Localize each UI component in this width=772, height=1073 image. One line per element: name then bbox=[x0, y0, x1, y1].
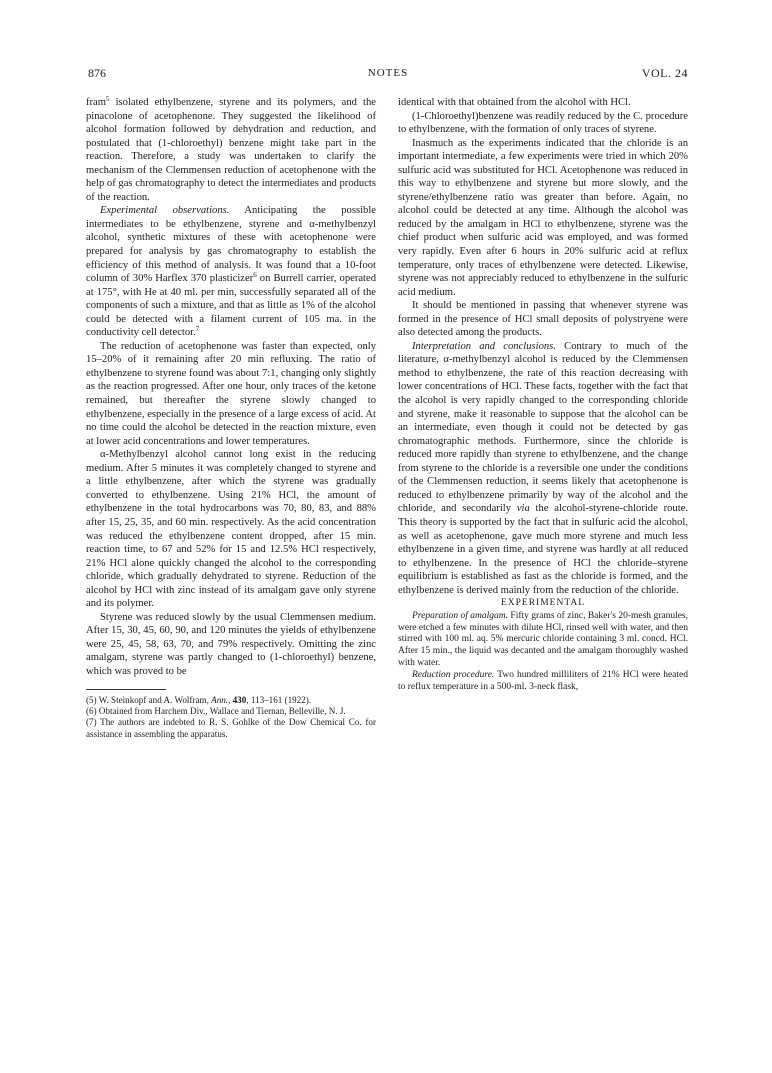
paragraph-preparation-of-amalgam: Preparation of amalgam. Fifty grams of zinc, Baker's 20-mesh granules, were etched a few minutes with dilute HCl, rinsed well with water, and then stirred with 100 ml. aq. 5% mercuric chloride containing 3 ml. concd. HCl. After 15 min., the liquid was decanted and the amalgam thoroughly washed with water. bbox=[398, 610, 689, 668]
page-number: 876 bbox=[88, 66, 106, 80]
right-column bbox=[398, 96, 688, 693]
paragraph: The reduction of acetophenone was faster than expected, only 15–20% of it remaining after 20 min refluxing. The ratio of ethylbenzene to styrene found was about 7:1, changing only slightly as the reaction progressed. After one hour, only traces of the ketone remained, but thereafter the styrene slowly changed to ethylbenzene, especially in the presence of a large excess of acid. At no time could the alcohol be detected in the reaction mixture, even at lower acid concentrations and lower temperatures. bbox=[86, 340, 376, 447]
running-header bbox=[88, 66, 688, 82]
footnote-7: (7) The authors are indebted to R. S. Gohlke of the Dow Chemical Co. for assistance in assembling the apparatus. bbox=[86, 717, 376, 739]
footnote-rule bbox=[86, 689, 166, 690]
left-column bbox=[86, 96, 376, 740]
paragraph: fram$^5$ isolated ethylbenzene, styrene and its polymers, and the pinacolone of acetophenone. They suggested the likelihood of alcohol formation followed by dehydration and reduction, and postulated that (1-chloroethyl) benzene might take part in the reaction. Therefore, a study was undertaken to clarify the mechanism of the Clemmensen reduction of acetophenone with the help of gas chromatography to detect the intermediates and products of the reaction. bbox=[86, 95, 376, 203]
paragraph: It should be mentioned in passing that whenever styrene was formed in the presence of HCl small deposits of polystryene were also detected among the products. bbox=[398, 300, 688, 339]
paragraph: (1-Chloroethyl)benzene was readily reduced by the C. procedure to ethylbenzene, with the formation of only traces of styrene. bbox=[398, 110, 688, 136]
paragraph: Styrene was reduced slowly by the usual Clemmensen medium. After 15, 30, 45, 60, 90, and 120 minutes the yields of ethylbenzene were 25, 45, 58, 63, 70, and 79% respectively. Omitting the zinc amalgam, styrene was partly changed to (1-chloroethyl) benzene, which was proved to be bbox=[86, 611, 376, 677]
section-title: NOTES bbox=[367, 67, 409, 79]
volume-label: VOL. 24 bbox=[641, 66, 688, 80]
paragraph: identical with that obtained from the alcohol with HCl. bbox=[398, 97, 631, 108]
section-heading-experimental: EXPERIMENTAL bbox=[500, 598, 586, 609]
footnote-5: (5) W. Steinkopf and A. Wolfram, Ann., 430, 113–161 (1922). bbox=[86, 694, 312, 705]
paragraph-experimental-observations: Experimental observations. Anticipating the possible intermediates to be ethylbenzene, styrene and α-methylbenzyl alcohol, synthetic mixtures of these with acetophenone were prepared for analysis by gas chromatography to establish the efficiency of this method of analysis. It was found that a 10-foot column of 30% Harflex 370 plasticizer$^6$ on Burrell carrier, operated at 175°, with He at 40 ml. per min, successfully separated all of the components of such a mixture, and that as little as 1% of the alcohol could be detected with a filament current of 105 ma. in the conductivity cell detector.$^7$ bbox=[86, 205, 376, 339]
paragraph-interpretation: Interpretation and conclusions. Contrary to much of the literature, α-methylbenzyl alcohol is reduced by the Clemmensen method to ethylbenzene, the rate of this reaction decreasing with lower concentrations of HCl. These facts, together with the fact that the alcohol is very rapidly changed to the corresponding chloride and styrene, make it reasonable to suppose that the alcohol can be an intermediate, even though it could not be detected by gas chromatographic methods. Furthermore, since the chloride is reduced more rapidly than styrene to ethylbenzene, and the change from styrene to the chloride is a reversible one under the conditions of the Clemmensen reduction, it seems likely that acetophenone is reduced to ethylbenzene primarily by way of the alcohol and the chloride, and secondarily via the alcohol-styrene-chloride route. This theory is supported by the fact that in sulfuric acid the alcohol, as well as acetophenone, gave much more styrene and much less ethylbenzene in a given time, and styrene was hardly at all reduced to ethylbenzene. In the presence of HCl the chloride–styrene equilibrium is established as fast as the chloride is formed, and the ethylbenzene is derived mainly from the reduction of the chloride. bbox=[398, 340, 688, 596]
paragraph: Inasmuch as the experiments indicated that the chloride is an important intermediate, a few experiments were tried in which 20% sulfuric acid was substituted for HCl. Acetophenone was reduced in this way to ethylbenzene and styrene but more slowly, and the styrene/ethylbenzene ratio was greater than before. Again, no alcohol could be detected at any time. Although the alcohol was reduced by the amalgam in HCl to ethylbenzene, styrene was the chief product when sulfuric acid was employed, and was formed very rapidly. Even after 6 hours in 20% sulfuric acid at reflux temperature, only traces of ethylbenzene were detected. Likewise, styrene was not appreciably reduced to ethylbenzene in the sulfuric acid medium. bbox=[398, 137, 688, 298]
footnote-6: (6) Obtained from Harchem Div., Wallace and Tiernan, Belleville, N. J. bbox=[86, 705, 346, 716]
paragraph-reduction-procedure: Reduction procedure. Two hundred milliliters of 21% HCl were heated to reflux temperature in a 500-ml. 3-neck flask, bbox=[398, 669, 688, 692]
paragraph: α-Methylbenzyl alcohol cannot long exist in the reducing medium. After 5 minutes it was completely changed to styrene and a little ethylbenzene, after which the styrene was gradually converted to ethylbenzene. Using 21% HCl, the amount of ethylbenzene in the total hydrocarbons was 70, 80, 83, and 88% after 15, 25, 35, and 60 min. respectively. As the acid concentration was reduced the ethylbenzene content dropped, after 15 min. reaction time, to 67 and 52% for 15 and 12.5% HCl respectively, 21% HCl alone quickly changed the alcohol to the corresponding chloride, which gradually dehydrated to styrene. Reduction of the alcohol by HCl with zinc instead of its amalgam gave only styrene and its polymer. bbox=[86, 449, 376, 610]
